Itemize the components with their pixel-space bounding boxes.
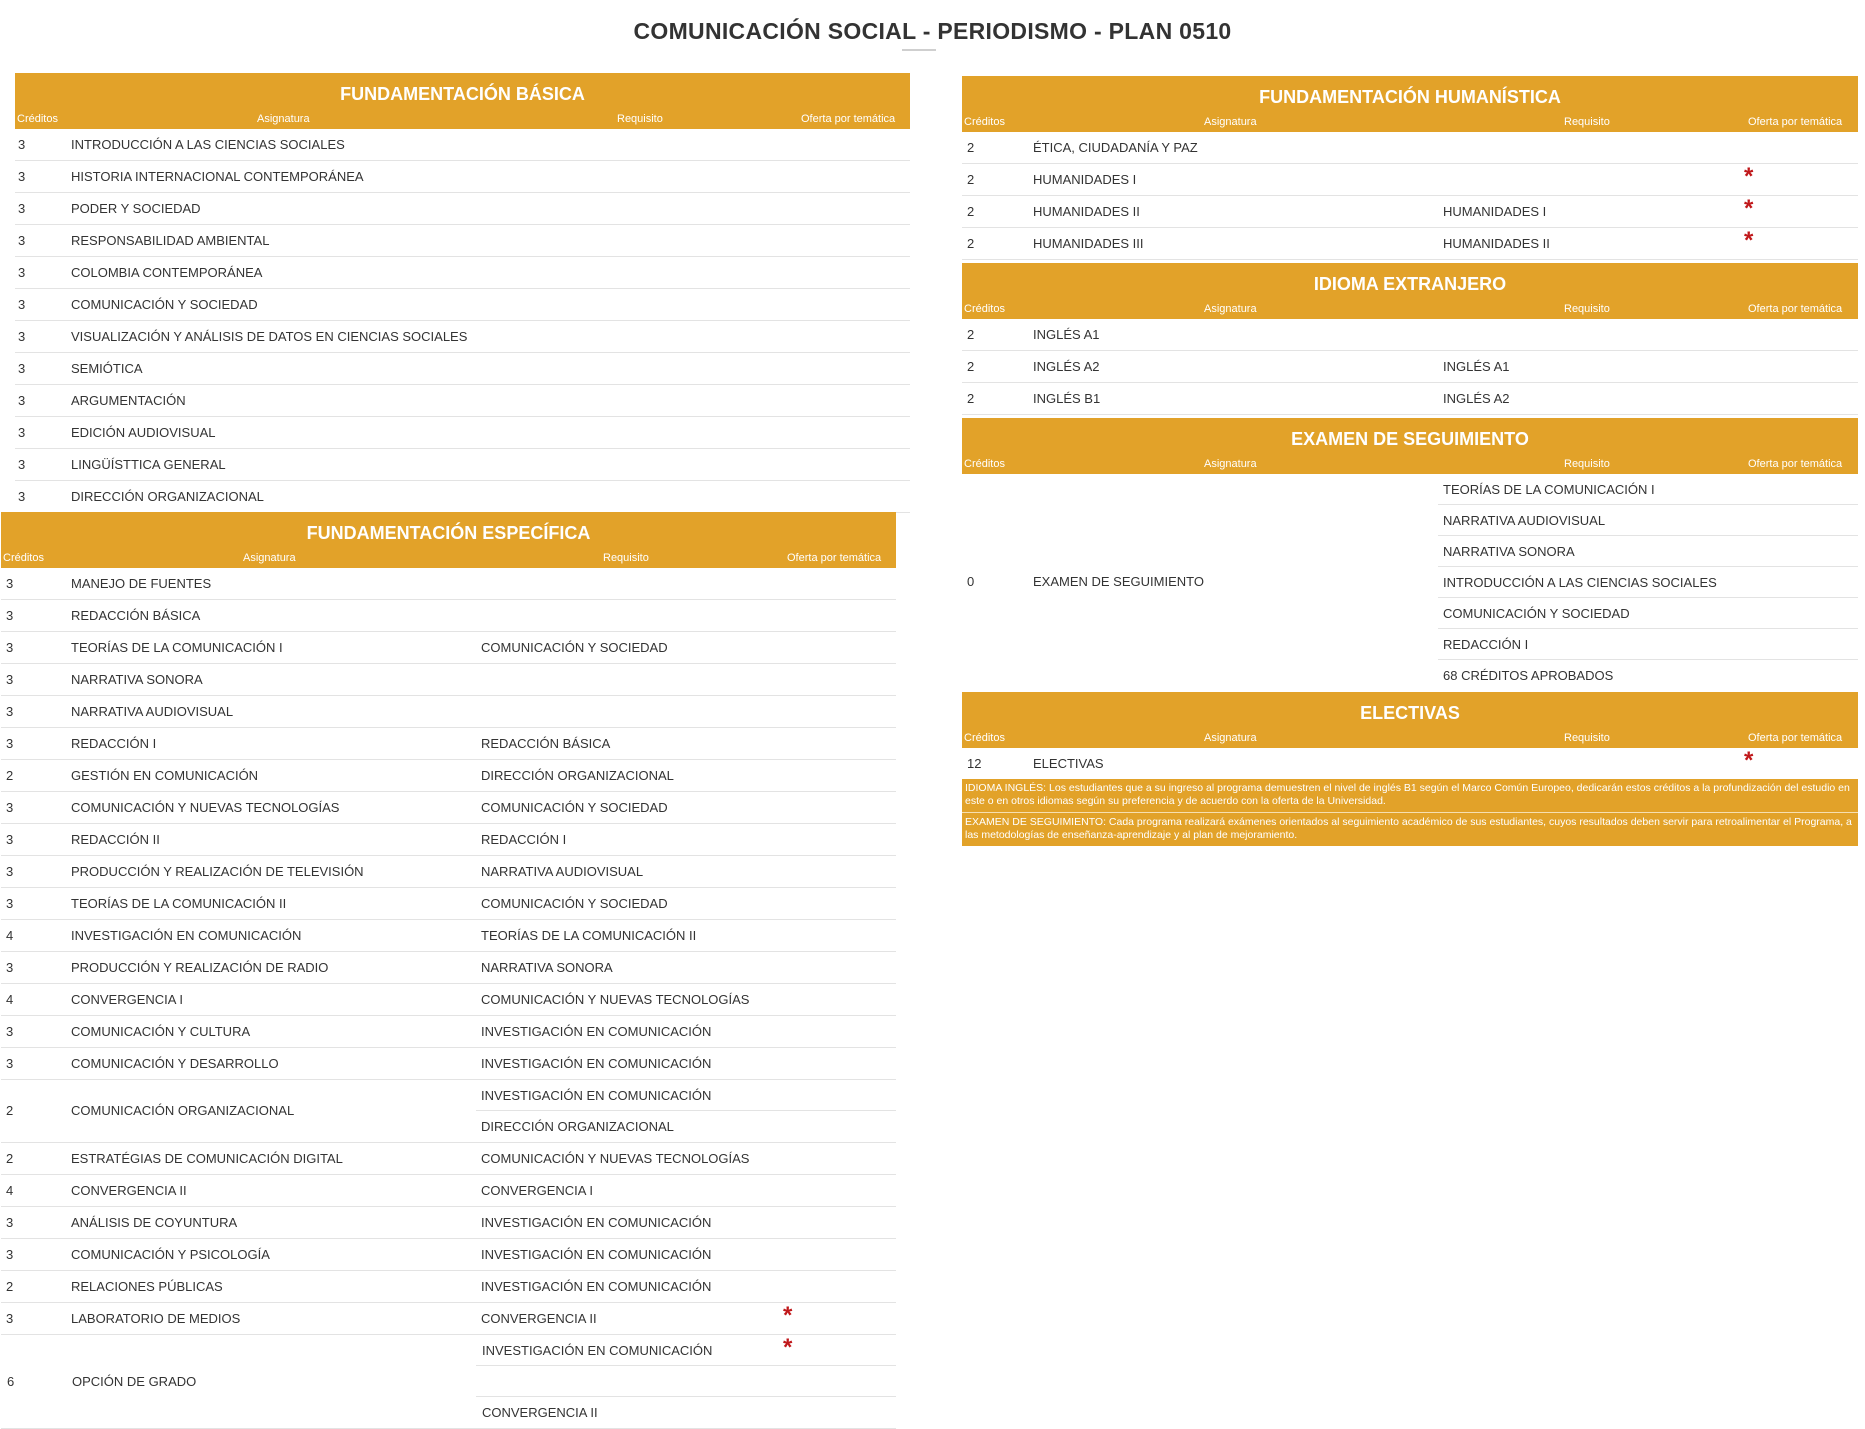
- credit-value: 2: [967, 140, 975, 155]
- credit-value: 3: [6, 1024, 14, 1039]
- course-name: MANEJO DE FUENTES: [71, 576, 212, 591]
- course-name: CONVERGENCIA I: [71, 992, 183, 1007]
- table-row: [1, 728, 896, 760]
- table-row: [15, 353, 910, 385]
- course-name: PODER Y SOCIEDAD: [71, 201, 201, 216]
- prerequisite: 68 CRÉDITOS APROBADOS: [1443, 668, 1614, 683]
- table-row: [15, 161, 910, 193]
- prerequisite: INGLÉS A1: [1443, 359, 1510, 374]
- credit-value: 2: [967, 359, 975, 374]
- course-name: LINGÜÍSTTICA GENERAL: [71, 457, 226, 472]
- course-list: [962, 319, 1858, 415]
- course-name: TEORÍAS DE LA COMUNICACIÓN I: [71, 640, 283, 655]
- title-underline: [902, 49, 936, 51]
- credit-value: 3: [18, 425, 26, 440]
- credit-value: 3: [6, 736, 14, 751]
- table-row: [15, 129, 910, 161]
- prerequisite: HUMANIDADES I: [1443, 204, 1547, 219]
- col-creditos: Créditos: [964, 116, 1005, 128]
- table-row: [1, 664, 896, 696]
- credit-value: 3: [6, 576, 14, 591]
- prerequisite: HUMANIDADES II: [1443, 236, 1550, 251]
- credit-value: 2: [967, 327, 975, 342]
- col-oferta: Oferta por temática: [1748, 116, 1843, 128]
- course-name: INGLÉS B1: [1033, 391, 1101, 406]
- table-row: [1, 760, 896, 792]
- table-row: [1, 1207, 896, 1239]
- prerequisite: COMUNICACIÓN Y NUEVAS TECNOLOGÍAS: [481, 1151, 750, 1166]
- section-seguimiento-header: [962, 418, 1858, 474]
- prerequisite: INTRODUCCIÓN A LAS CIENCIAS SOCIALES: [1438, 567, 1858, 598]
- prerequisite: REDACCIÓN BÁSICA: [481, 736, 611, 751]
- course-name: COMUNICACIÓN ORGANIZACIONAL: [71, 1103, 295, 1118]
- col-asignatura: Asignatura: [243, 552, 296, 564]
- col-creditos: Créditos: [17, 113, 58, 125]
- section-especifica: [1, 512, 896, 1429]
- course-name: ESTRATÉGIAS DE COMUNICACIÓN DIGITAL: [71, 1151, 343, 1166]
- col-oferta: Oferta por temática: [1748, 303, 1843, 315]
- course-list: [962, 132, 1858, 260]
- table-row: [1, 920, 896, 952]
- section-title: IDIOMA EXTRANJERO: [1313, 274, 1507, 294]
- col-requisito: Requisito: [603, 552, 649, 564]
- course-name: RESPONSABILIDAD AMBIENTAL: [71, 233, 270, 248]
- credit-value: 3: [6, 608, 14, 623]
- table-row: [1, 984, 896, 1016]
- table-row: [962, 228, 1858, 260]
- prerequisite: INVESTIGACIÓN EN COMUNICACIÓN: [481, 1056, 712, 1071]
- course-name: HUMANIDADES I: [1033, 172, 1137, 187]
- credit-value: 3: [18, 169, 26, 184]
- credit-value: 3: [6, 704, 14, 719]
- course-list: [1, 1143, 896, 1303]
- course-list: [1, 568, 896, 1080]
- table-row: [1, 824, 896, 856]
- asterisk-icon: *: [1744, 163, 1754, 190]
- table-row: [962, 164, 1858, 196]
- column-headers: [15, 111, 910, 129]
- course-name: COMUNICACIÓN Y DESARROLLO: [71, 1056, 279, 1071]
- credit-value: 4: [6, 992, 14, 1007]
- credit-value: 3: [6, 1247, 14, 1262]
- credit-value: 3: [18, 137, 26, 152]
- section-electivas-header: [962, 692, 1858, 748]
- course-name: GESTIÓN EN COMUNICACIÓN: [71, 768, 259, 783]
- credit-value: 2: [967, 204, 975, 219]
- course-name: COLOMBIA CONTEMPORÁNEA: [71, 265, 263, 280]
- table-row: [962, 196, 1858, 228]
- prerequisite: INVESTIGACIÓN EN COMUNICACIÓN: [481, 1215, 712, 1230]
- prerequisite: COMUNICACIÓN Y SOCIEDAD: [481, 640, 668, 655]
- table-row: [962, 319, 1858, 351]
- prerequisite: COMUNICACIÓN Y SOCIEDAD: [481, 896, 668, 911]
- credit-value: 3: [18, 361, 26, 376]
- course-name: DIRECCIÓN ORGANIZACIONAL: [71, 489, 264, 504]
- table-row: [15, 449, 910, 481]
- course-name: SEMIÓTICA: [71, 361, 143, 376]
- table-row: [1, 600, 896, 632]
- table-row: [1, 1048, 896, 1080]
- credit-value: 3: [6, 1311, 14, 1326]
- course-name: COMUNICACIÓN Y PSICOLOGÍA: [71, 1247, 270, 1262]
- course-name: TEORÍAS DE LA COMUNICACIÓN II: [71, 896, 287, 911]
- credit-value: 2: [967, 172, 975, 187]
- note-seguimiento: EXAMEN DE SEGUIMIENTO: Cada programa realizará exámenes orientados al seguimiento académico de sus estudiantes, cuyos resultados deben servir para retroalimentar el Programa, a las metodologías de enseñanza-aprendizaje y al plan de mejoramiento.: [962, 812, 1858, 846]
- course-name: CONVERGENCIA II: [71, 1183, 187, 1198]
- credit-value: 4: [6, 1183, 14, 1198]
- course-name: VISUALIZACIÓN Y ANÁLISIS DE DATOS EN CIENCIAS SOCIALES: [71, 329, 468, 344]
- credit-value: 3: [18, 329, 26, 344]
- col-asignatura: Asignatura: [257, 113, 310, 125]
- table-row: [1, 1303, 896, 1335]
- course-name: ARGUMENTACIÓN: [71, 393, 186, 408]
- table-row: [1, 952, 896, 984]
- credit-value: 0: [967, 574, 975, 589]
- asterisk-icon: *: [1744, 227, 1754, 254]
- table-row: [962, 383, 1858, 415]
- col-requisito: Requisito: [1564, 303, 1610, 315]
- course-name: EDICIÓN AUDIOVISUAL: [71, 425, 216, 440]
- prerequisite: INVESTIGACIÓN EN COMUNICACIÓN: [481, 1279, 712, 1294]
- course-name: INTRODUCCIÓN A LAS CIENCIAS SOCIALES: [71, 137, 345, 152]
- course-name: INGLÉS A1: [1033, 327, 1100, 342]
- table-row: [1, 1143, 896, 1175]
- credit-value: 3: [18, 457, 26, 472]
- section-header: [1, 512, 896, 568]
- table-row: [1, 888, 896, 920]
- prerequisite: NARRATIVA SONORA: [481, 960, 613, 975]
- table-row: [1, 696, 896, 728]
- prerequisite: INVESTIGACIÓN EN COMUNICACIÓN: [481, 1024, 712, 1039]
- credit-value: 2: [967, 236, 975, 251]
- credit-value: 3: [6, 832, 14, 847]
- course-name: NARRATIVA AUDIOVISUAL: [71, 704, 234, 719]
- table-row: [1, 1239, 896, 1271]
- credit-value: 3: [6, 896, 14, 911]
- course-name: COMUNICACIÓN Y SOCIEDAD: [71, 297, 258, 312]
- credit-value: 3: [6, 672, 14, 687]
- prerequisite: DIRECCIÓN ORGANIZACIONAL: [481, 768, 674, 783]
- table-row: [962, 748, 1858, 779]
- section-basica: [15, 73, 910, 513]
- asterisk-icon: *: [1744, 747, 1754, 774]
- col-requisito: Requisito: [1564, 458, 1610, 470]
- course-name: HUMANIDADES II: [1033, 204, 1140, 219]
- credit-value: 3: [6, 800, 14, 815]
- course-list: [15, 129, 910, 513]
- course-name: INVESTIGACIÓN EN COMUNICACIÓN: [71, 928, 302, 943]
- credit-value: 2: [6, 1279, 14, 1294]
- course-name: PRODUCCIÓN Y REALIZACIÓN DE TELEVISIÓN: [71, 864, 364, 879]
- prerequisite: INVESTIGACIÓN EN COMUNICACIÓN: [481, 1247, 712, 1262]
- section-title: FUNDAMENTACIÓN ESPECÍFICA: [306, 523, 591, 543]
- prerequisite: NARRATIVA SONORA: [1438, 536, 1858, 567]
- section-title: ELECTIVAS: [1360, 703, 1460, 723]
- course-name: LABORATORIO DE MEDIOS: [71, 1311, 241, 1326]
- table-row: [15, 193, 910, 225]
- prerequisite: TEORÍAS DE LA COMUNICACIÓN II: [481, 928, 697, 943]
- section-header: [962, 76, 1858, 132]
- table-row: [1, 1016, 896, 1048]
- credit-value: 2: [967, 391, 975, 406]
- col-oferta: Oferta por temática: [1748, 458, 1843, 470]
- table-row: [1, 1175, 896, 1207]
- credit-value: 3: [6, 1215, 14, 1230]
- prerequisite: CONVERGENCIA II: [481, 1311, 597, 1326]
- prerequisite: INVESTIGACIÓN EN COMUNICACIÓN: [476, 1080, 896, 1111]
- credit-value: 3: [18, 297, 26, 312]
- col-oferta: Oferta por temática: [787, 552, 882, 564]
- credit-value: 3: [18, 233, 26, 248]
- column-headers: [962, 301, 1858, 319]
- table-row: [962, 351, 1858, 383]
- credit-value: 2: [6, 1151, 14, 1166]
- course-name: REDACCIÓN BÁSICA: [71, 608, 201, 623]
- prerequisite: COMUNICACIÓN Y NUEVAS TECNOLOGÍAS: [481, 992, 750, 1007]
- credit-value: 6: [7, 1374, 15, 1389]
- credit-value: 3: [18, 489, 26, 504]
- prerequisite: DIRECCIÓN ORGANIZACIONAL: [481, 1119, 674, 1134]
- table-row: [1, 568, 896, 600]
- table-row: [1, 1080, 896, 1143]
- col-creditos: Créditos: [3, 552, 44, 564]
- page-title: COMUNICACIÓN SOCIAL - PERIODISMO - PLAN 0510: [633, 18, 1232, 44]
- credit-value: 12: [967, 756, 982, 771]
- prerequisite: NARRATIVA AUDIOVISUAL: [1438, 505, 1858, 536]
- table-row: [1, 792, 896, 824]
- col-asignatura: Asignatura: [1204, 303, 1257, 315]
- column-headers: [962, 730, 1858, 748]
- table-row: [1, 632, 896, 664]
- credit-value: 3: [6, 960, 14, 975]
- asterisk-icon: *: [783, 1334, 793, 1361]
- credit-value: 2: [6, 768, 14, 783]
- course-name: EXAMEN DE SEGUIMIENTO: [1033, 574, 1204, 589]
- table-row: [1, 1271, 896, 1303]
- course-name: COMUNICACIÓN Y NUEVAS TECNOLOGÍAS: [71, 800, 340, 815]
- course-name: ANÁLISIS DE COYUNTURA: [71, 1215, 238, 1230]
- prerequisite: CONVERGENCIA I: [481, 1183, 593, 1198]
- col-creditos: Créditos: [964, 458, 1005, 470]
- column-headers: [1, 550, 896, 568]
- course-name: INGLÉS A2: [1033, 359, 1100, 374]
- credit-value: 3: [18, 265, 26, 280]
- course-name: HISTORIA INTERNACIONAL CONTEMPORÁNEA: [71, 169, 364, 184]
- col-oferta: Oferta por temática: [1748, 732, 1843, 744]
- asterisk-icon: *: [783, 1302, 793, 1329]
- section-humanistica: [962, 76, 1858, 846]
- credit-value: 3: [6, 640, 14, 655]
- credit-value: 3: [6, 1056, 14, 1071]
- column-headers: [962, 114, 1858, 132]
- table-row: [962, 132, 1858, 164]
- table-row: [1, 1335, 896, 1429]
- table-row: [15, 321, 910, 353]
- table-row: [15, 417, 910, 449]
- course-name: NARRATIVA SONORA: [71, 672, 203, 687]
- table-row: [15, 257, 910, 289]
- prerequisite: INGLÉS A2: [1443, 391, 1510, 406]
- credit-value: 3: [6, 864, 14, 879]
- credit-value: 3: [18, 393, 26, 408]
- note-idioma: IDIOMA INGLÉS: Los estudiantes que a su ingreso al programa demuestren el nivel de inglés B1 según el Marco Común Europeo, dedicarán estos créditos a la profundización del estudio en este o en otros idiomas según su preferencia y de acuerdo con la oferta de la Universidad.: [962, 779, 1858, 812]
- table-row: [15, 289, 910, 321]
- course-name: OPCIÓN DE GRADO: [72, 1374, 197, 1389]
- prerequisite: COMUNICACIÓN Y SOCIEDAD: [481, 800, 668, 815]
- col-asignatura: Asignatura: [1204, 732, 1257, 744]
- prerequisite: REDACCIÓN I: [481, 832, 567, 847]
- section-idioma-header: [962, 263, 1858, 319]
- credit-value: 4: [6, 928, 14, 943]
- credit-value: 3: [18, 201, 26, 216]
- prerequisite: NARRATIVA AUDIOVISUAL: [481, 864, 644, 879]
- prerequisite: COMUNICACIÓN Y SOCIEDAD: [1438, 598, 1858, 629]
- empty-prerequisite: [476, 1366, 896, 1397]
- prerequisite: REDACCIÓN I: [1438, 629, 1858, 660]
- table-row: [15, 385, 910, 417]
- course-name: REDACCIÓN I: [71, 736, 157, 751]
- course-name: PRODUCCIÓN Y REALIZACIÓN DE RADIO: [71, 960, 329, 975]
- course-name: HUMANIDADES III: [1033, 236, 1144, 251]
- prerequisite: CONVERGENCIA II: [482, 1405, 598, 1420]
- col-creditos: Créditos: [964, 303, 1005, 315]
- table-row: [15, 225, 910, 257]
- column-headers: [962, 456, 1858, 474]
- credit-value: 2: [6, 1103, 14, 1118]
- course-name: ELECTIVAS: [1033, 756, 1104, 771]
- section-title: FUNDAMENTACIÓN BÁSICA: [340, 84, 585, 104]
- col-requisito: Requisito: [1564, 732, 1610, 744]
- table-row: [1, 856, 896, 888]
- col-oferta: Oferta por temática: [801, 113, 896, 125]
- course-name: COMUNICACIÓN Y CULTURA: [71, 1024, 251, 1039]
- table-row: [962, 474, 1858, 690]
- course-name: RELACIONES PÚBLICAS: [71, 1279, 223, 1294]
- asterisk-icon: *: [1744, 195, 1754, 222]
- section-title: FUNDAMENTACIÓN HUMANÍSTICA: [1259, 87, 1561, 107]
- col-requisito: Requisito: [1564, 116, 1610, 128]
- course-name: ÉTICA, CIUDADANÍA Y PAZ: [1033, 140, 1198, 155]
- col-creditos: Créditos: [964, 732, 1005, 744]
- section-header: [15, 73, 910, 129]
- table-row: [15, 481, 910, 513]
- course-name: REDACCIÓN II: [71, 832, 160, 847]
- prerequisite: INVESTIGACIÓN EN COMUNICACIÓN: [476, 1335, 896, 1366]
- section-title: EXAMEN DE SEGUIMIENTO: [1291, 429, 1529, 449]
- prerequisite: TEORÍAS DE LA COMUNICACIÓN I: [1438, 474, 1858, 505]
- col-requisito: Requisito: [617, 113, 663, 125]
- col-asignatura: Asignatura: [1204, 116, 1257, 128]
- col-asignatura: Asignatura: [1204, 458, 1257, 470]
